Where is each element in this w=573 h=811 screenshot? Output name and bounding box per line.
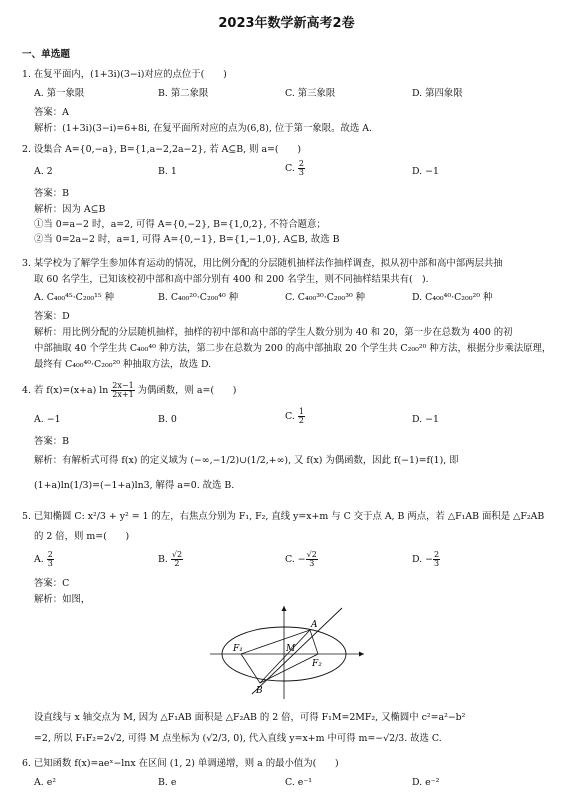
q5-stem-2: 的 2 倍，则 m=( ) — [34, 531, 130, 542]
q6-option-d: D. e⁻² — [412, 777, 440, 788]
q3-stem-1: 3. 某学校为了解学生参加体育运动的情况，用比例分配的分层随机抽样法作抽样调查，拟从初中部和高中部两层共抽 — [22, 258, 503, 269]
q5-option-a: A. $\frac{2}{3}$ — [34, 550, 53, 568]
q2-stem: 2. 设集合 A={0,−a}, B={1,a−2,2a−2}, 若 A⊆B, 则 a=( ) — [22, 144, 301, 155]
focus-f2-label: F₂ — [312, 659, 322, 669]
q3-stem-2: 取 60 名学生，已知该校初中部和高中部分别有 400 和 200 名学生，则不同抽样结果共有( ). — [34, 274, 439, 285]
line-l — [252, 608, 342, 694]
q3-option-b: B. C₄₀₀²⁰·C₂₀₀⁴⁰ 种 — [158, 292, 239, 303]
page-title: 2023年数学新高考2卷 — [218, 16, 355, 31]
q2-option-b: B. 1 — [158, 166, 177, 177]
q4-option-c: C. $\frac{1}{2}$ — [285, 407, 304, 425]
q6-option-c: C. e⁻¹ — [285, 777, 313, 788]
x-axis-arrow — [359, 652, 364, 657]
q3-answer: 答案：D — [34, 311, 70, 322]
q4-option-d: D. −1 — [412, 414, 439, 425]
q6-option-b: B. e — [158, 777, 177, 788]
q3-option-c: C. C₄₀₀³⁰·C₂₀₀³⁰ 种 — [285, 292, 366, 303]
q4-option-a: A. −1 — [34, 414, 61, 425]
q3-analysis-3: 最终有 C₄₀₀⁴⁰·C₂₀₀²⁰ 种抽取方法，故选 D. — [34, 359, 212, 370]
q1-option-b: B. 第二象限 — [158, 88, 209, 99]
ellipse-diagram — [208, 604, 368, 700]
triangle-f2ab — [260, 630, 318, 683]
q2-option-d: D. −1 — [412, 166, 439, 177]
section-heading: 一、单选题 — [22, 49, 70, 60]
q1-option-c: C. 第三象限 — [285, 88, 336, 99]
q5-option-c: C. − $\frac{√2}{3}$ — [285, 550, 317, 568]
focus-f1-label: F₁ — [233, 644, 243, 654]
q1-analysis: 解析：(1+3i)(3−i)=6+8i, 在复平面所对应的点为(6,8), 位于第一象限。故选 A. — [34, 123, 372, 134]
q1-stem: 1. 在复平面内，(1+3i)(3−i)对应的点位于( ) — [22, 69, 227, 80]
q2-analysis-1: 解析：因为 A⊆B — [34, 204, 106, 215]
y-axis-arrow — [282, 606, 287, 611]
q4-analysis-1: 解析：有解析式可得 f(x) 的定义域为 (−∞,−1/2)∪(1/2,+∞), 又 f(x) 为偶函数，因此 f(−1)=f(1), 即 — [34, 455, 459, 466]
q5-analysis-head: 解析：如图， — [34, 594, 91, 605]
q3-option-d: D. C₄₀₀⁴⁰·C₂₀₀²⁰ 种 — [412, 292, 493, 303]
q6-option-a: A. e² — [34, 777, 57, 788]
q5-answer: 答案：C — [34, 578, 70, 589]
q1-option-d: D. 第四象限 — [412, 88, 463, 99]
q5-option-d: D. − $\frac{2}{3}$ — [412, 550, 440, 568]
q2-analysis-2: ①当 0=a−2 时，a=2, 可得 A={0,−2}, B={1,0,2}, 不符合题意； — [34, 219, 326, 230]
q1-answer: 答案：A — [34, 107, 69, 118]
q4-option-b: B. 0 — [158, 414, 177, 425]
q2-answer: 答案：B — [34, 188, 70, 199]
point-m-label: M — [286, 644, 296, 654]
point-b-label: B — [256, 686, 263, 696]
q6-stem: 6. 已知函数 f(x)=aeˣ−lnx 在区间 (1, 2) 单调递增，则 a 的最小值为( ) — [22, 758, 339, 769]
q5-option-b: B. $\frac{√2}{2}$ — [158, 550, 183, 568]
q3-analysis-1: 解析：用比例分配的分层随机抽样，抽样的初中部和高中部的学生人数分别为 40 和 20，第一步在总数为 400 的初 — [34, 327, 513, 338]
q1-option-a: A. 第一象限 — [34, 88, 85, 99]
q2-analysis-3: ②当 0=2a−2 时，a=1, 可得 A={0,−1}, B={1,−1,0}, A⊆B, 故选 B — [34, 234, 340, 245]
q5-analysis-1: 设直线与 x 轴交点为 M, 因为 △F₁AB 面积是 △F₂AB 的 2 倍，可得 F₁M=2MF₂, 又椭圆中 c²=a²−b² — [34, 712, 466, 723]
q2-option-a: A. 2 — [34, 166, 53, 177]
point-a-label: A — [311, 620, 318, 630]
q4-analysis-2: (1+a)ln(1/3)=(−1+a)ln3, 解得 a=0. 故选 B. — [34, 480, 235, 491]
q3-analysis-2: 中部抽取 40 个学生共 C₄₀₀⁴⁰ 种方法，第二步在总数为 200 的高中部抽取 20 个学生共 C₂₀₀²⁰ 种方法，根据分步乘法原理， — [34, 343, 552, 354]
q2-option-c: C. $\frac{2}{3}$ — [285, 159, 304, 177]
q3-option-a: A. C₄₀₀⁴⁵·C₂₀₀¹⁵ 种 — [34, 292, 114, 303]
q5-analysis-2: =2, 所以 F₁F₂=2√2, 可得 M 点坐标为 (√2/3, 0), 代入直线 y=x+m 中可得 m=−√2/3. 故选 C. — [34, 733, 442, 744]
q5-stem-1: 5. 已知椭圆 C: x²/3 + y² = 1 的左，右焦点分别为 F₁, F₂, 直线 y=x+m 与 C 交于点 A, B 两点，若 △F₁AB 面积是 △F₂AB — [22, 511, 545, 522]
q4-answer: 答案：B — [34, 436, 70, 447]
q4-stem: 4. 若 f(x)=(x+a) ln $\frac{2x-1}{2x+1}$ 为偶函数，则 a=( ) — [22, 381, 237, 399]
